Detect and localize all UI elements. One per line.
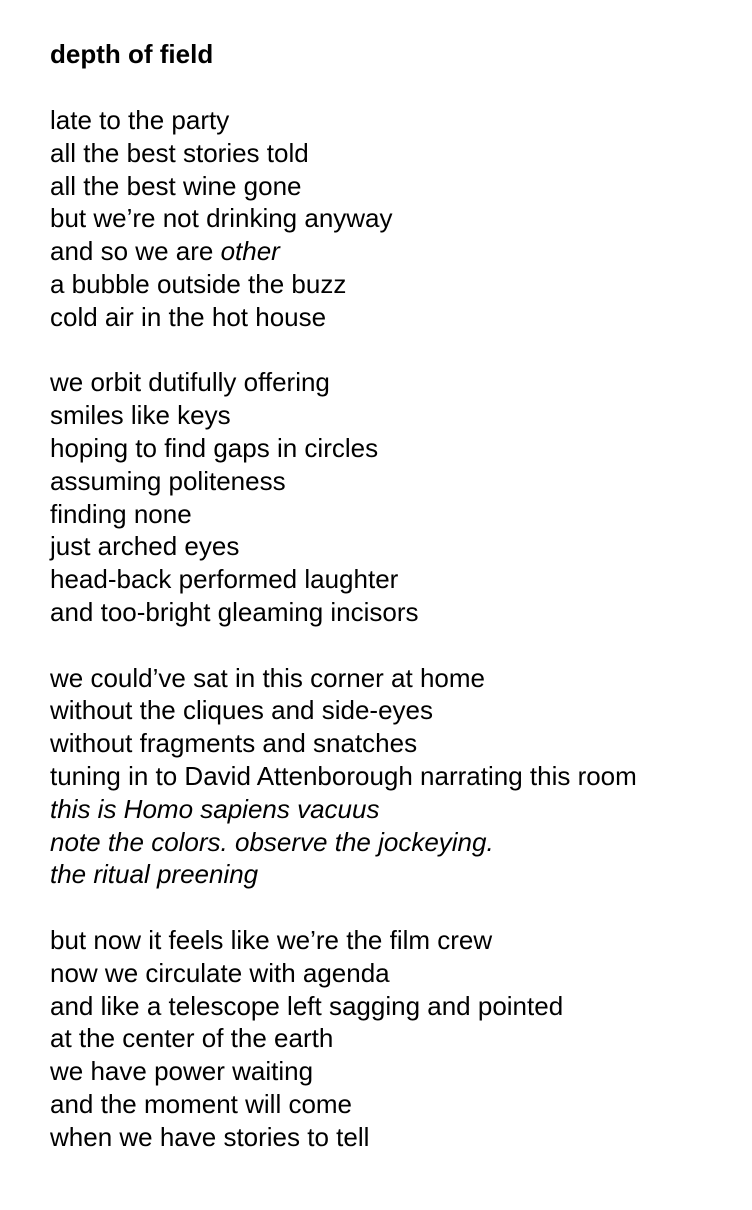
poem-line: just arched eyes: [50, 531, 240, 562]
poem-line: but now it feels like we’re the film crew: [50, 924, 493, 955]
poem-line: without the cliques and side-eyes: [50, 695, 434, 726]
poem-line: and the moment will come: [50, 1088, 353, 1119]
stanza-4: [50, 924, 740, 1154]
stanza-3: [50, 662, 740, 892]
poem-line: without fragments and snatches: [50, 728, 418, 759]
poem-page: [50, 38, 740, 1186]
title-spacer: [50, 71, 740, 104]
poem-line: we orbit dutifully offering: [50, 367, 330, 398]
poem-line: late to the party: [50, 105, 230, 135]
poem-line-emphasis: other: [220, 236, 280, 267]
poem-line: all the best stories told: [50, 137, 309, 168]
poem-line: finding none: [50, 498, 192, 529]
poem-line: assuming politeness: [50, 465, 286, 496]
poem-line: hoping to find gaps in circles: [50, 432, 379, 463]
poem-line: head-back performed laughter: [50, 564, 399, 595]
poem-line: at the center of the earth: [50, 1023, 334, 1054]
poem-line: and too-bright gleaming incisors: [50, 596, 419, 627]
poem-line: now we circulate with agenda: [50, 957, 390, 988]
stanza-2: [50, 366, 740, 628]
poem-line: when we have stories to tell: [50, 1121, 370, 1152]
poem-title: depth of field: [50, 39, 214, 69]
stanza-1: [50, 104, 740, 334]
poem-line: a bubble outside the buzz: [50, 268, 347, 299]
poem-line: [50, 235, 740, 268]
poem-line: we could’ve sat in this corner at home: [50, 662, 485, 693]
poem-line-italic: the ritual preening: [50, 859, 259, 890]
poem-line-italic: note the colors. observe the jockeying.: [50, 826, 494, 857]
poem-line: and like a telescope left sagging and pointed: [50, 990, 564, 1021]
poem-line: all the best wine gone: [50, 170, 302, 201]
poem-line: smiles like keys: [50, 400, 231, 431]
poem-line-italic: this is Homo sapiens vacuus: [50, 793, 380, 824]
poem-line: cold air in the hot house: [50, 301, 327, 332]
poem-line-text: and so we are: [50, 236, 221, 267]
poem-line: tuning in to David Attenborough narrating this room: [50, 760, 637, 791]
poem-line: but we’re not drinking anyway: [50, 203, 393, 234]
poem-line: we have power waiting: [50, 1056, 314, 1087]
